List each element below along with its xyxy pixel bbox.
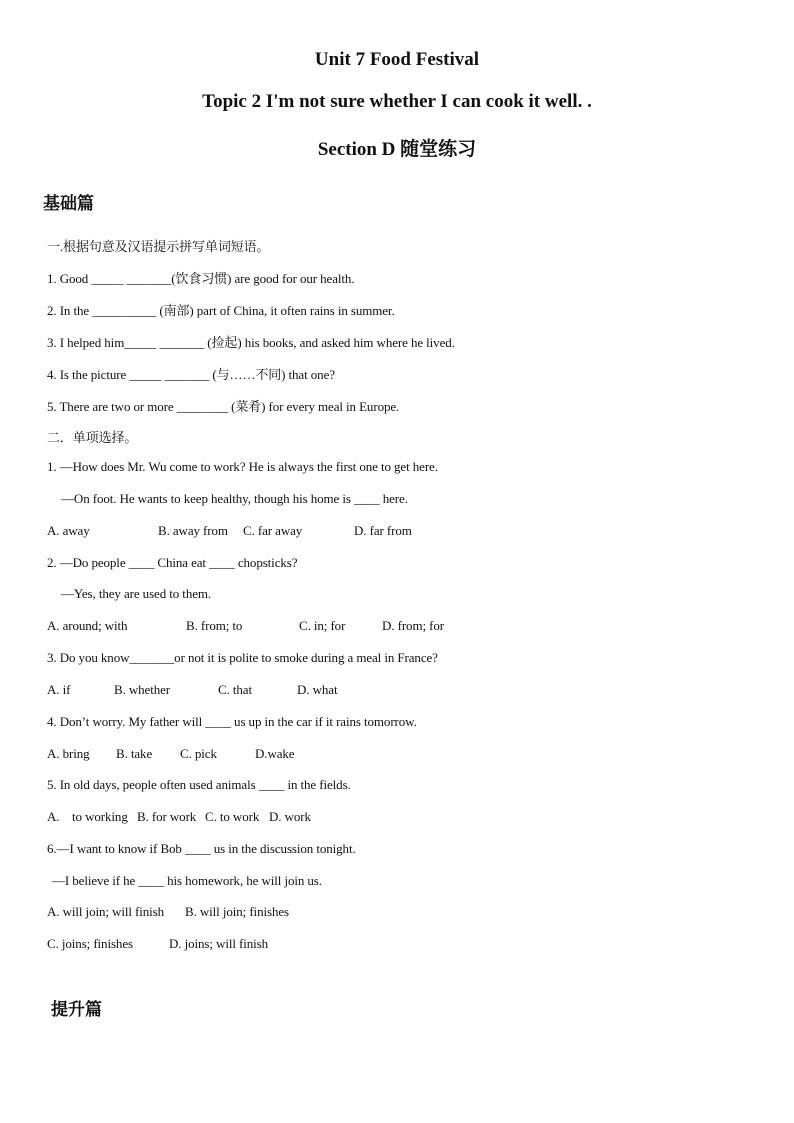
q3-option-d[interactable]: D. what (297, 682, 338, 697)
q2-question: 2. —Do people ____ China eat ____ chopsticks? (47, 555, 298, 570)
unit-title: Unit 7 Food Festival (314, 49, 480, 70)
part1-item-5: 5. There are two or more ________ (菜肴) for every meal in Europe. (47, 399, 400, 414)
q2-option-c[interactable]: C. in; for (299, 618, 346, 633)
q1-answer-prompt: —On foot. He wants to keep healthy, though his home is ____ here. (61, 491, 408, 506)
q2-answer-prompt: —Yes, they are used to them. (61, 586, 212, 601)
q2-options (47, 618, 444, 634)
q6-option-a[interactable]: A. will join; will finish (47, 904, 165, 919)
q1-option-b[interactable]: B. away from (158, 523, 228, 538)
q2-option-a[interactable]: A. around; with (47, 618, 128, 633)
q1-option-c[interactable]: C. far away (243, 523, 303, 538)
q1-option-a[interactable]: A. away (47, 523, 90, 538)
q3-options (47, 682, 337, 698)
q2-option-b[interactable]: B. from; to (186, 618, 243, 633)
q1-question: 1. —How does Mr. Wu come to work? He is always the first one to get here. (47, 459, 438, 474)
part1-item-1: 1. Good _____ _______(饮食习惯) are good for our health. (47, 271, 355, 286)
part1-instruction: 一.根据句意及汉语提示拼写单词短语。 (47, 239, 270, 254)
q6-question: 6.—I want to know if Bob ____ us in the discussion tonight. (47, 841, 356, 856)
q5-option-d[interactable]: D. work (269, 809, 311, 824)
basic-heading: 基础篇 (43, 194, 94, 213)
q6-option-b[interactable]: B. will join; finishes (185, 904, 289, 919)
topic-title: Topic 2 I'm not sure whether I can cook it well. . (202, 91, 592, 112)
advanced-heading: 提升篇 (51, 1000, 102, 1019)
q5-option-a[interactable]: A. to working (47, 809, 128, 824)
q6-options-row1 (47, 904, 289, 920)
q5-option-b[interactable]: B. for work (137, 809, 197, 824)
q5-option-c[interactable]: C. to work (205, 809, 260, 824)
q6-option-c[interactable]: C. joins; finishes (47, 936, 133, 951)
q2-option-d[interactable]: D. from; for (382, 618, 444, 633)
q5-options (47, 809, 311, 825)
part1-item-3: 3. I helped him_____ _______ (捡起) his books, and asked him where he lived. (47, 335, 455, 350)
q4-option-c[interactable]: C. pick (180, 746, 217, 761)
q4-question: 4. Don’t worry. My father will ____ us up in the car if it rains tomorrow. (47, 714, 417, 729)
q1-option-d[interactable]: D. far from (354, 523, 412, 538)
q3-option-b[interactable]: B. whether (114, 682, 171, 697)
q4-options (47, 746, 294, 762)
q6-answer-prompt: —I believe if he ____ his homework, he will join us. (52, 873, 322, 888)
q3-option-c[interactable]: C. that (218, 682, 252, 697)
section-title: Section D 随堂练习 (317, 139, 477, 160)
q6-option-d[interactable]: D. joins; will finish (169, 936, 269, 951)
part2-instruction: 二．单项选择。 (47, 430, 138, 445)
q4-option-a[interactable]: A. bring (47, 746, 90, 761)
part1-item-2: 2. In the __________ (南部) part of China, it often rains in summer. (47, 303, 395, 318)
q1-options (47, 523, 412, 539)
q4-option-d[interactable]: D.wake (255, 746, 295, 761)
q4-option-b[interactable]: B. take (116, 746, 153, 761)
part1-item-4: 4. Is the picture _____ _______ (与……不同) that one? (47, 367, 335, 382)
q6-options-row2 (47, 936, 268, 952)
q5-question: 5. In old days, people often used animals ____ in the fields. (47, 777, 351, 792)
q3-option-a[interactable]: A. if (47, 682, 71, 697)
q3-question: 3. Do you know_______or not it is polite to smoke during a meal in France? (47, 650, 438, 665)
